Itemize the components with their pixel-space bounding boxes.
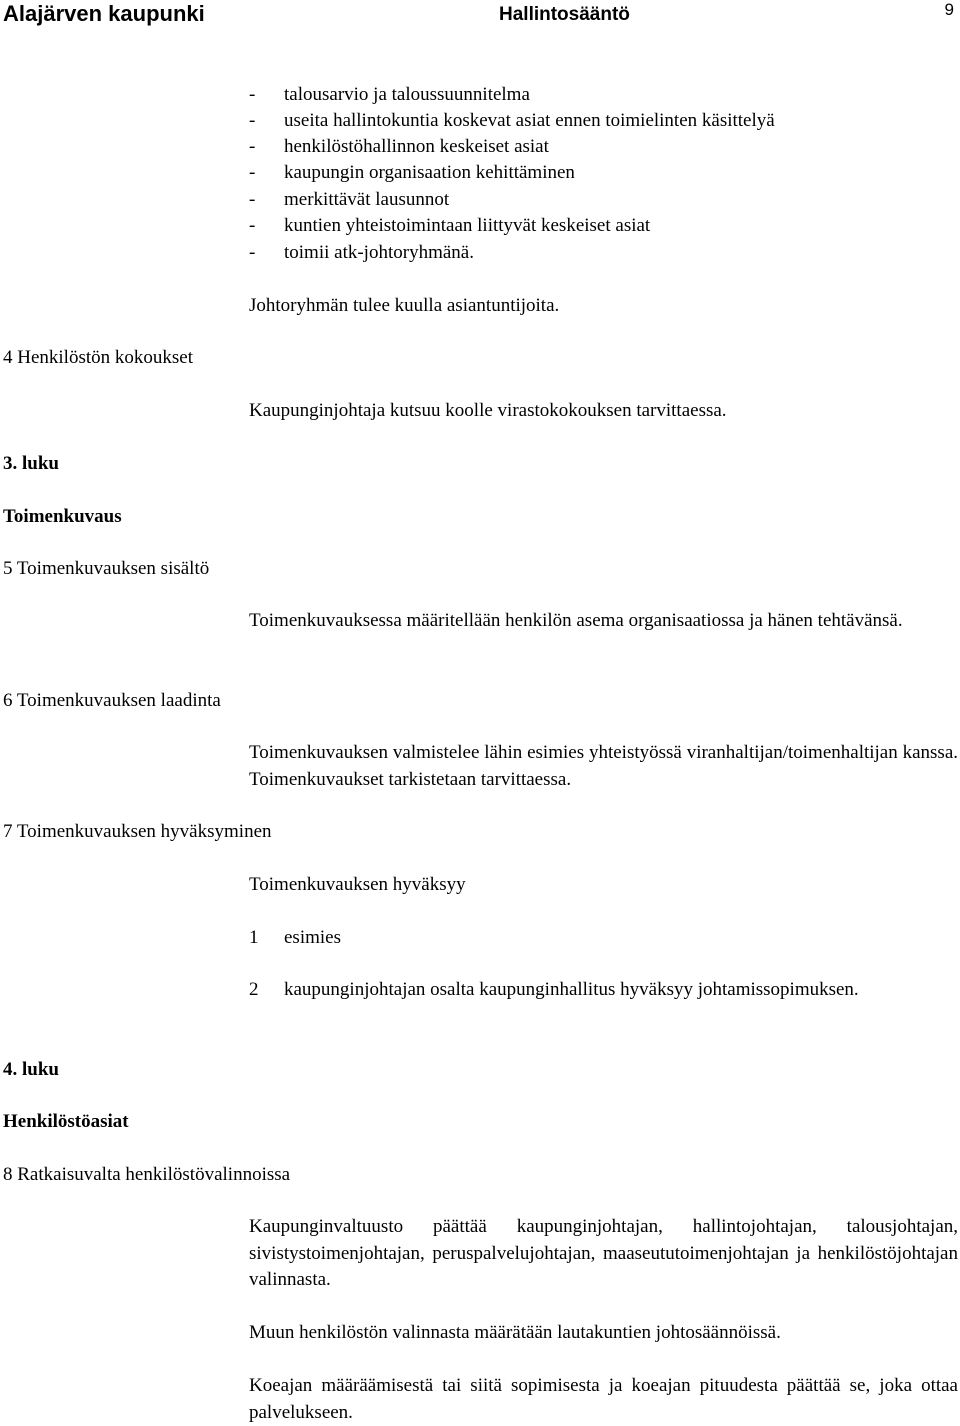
section-6-heading: 6 Toimenkuvauksen laadinta [3, 690, 221, 711]
item-number: 2 [249, 979, 259, 1000]
section-4-heading: 4 Henkilöstön kokoukset [3, 347, 193, 368]
page-header [0, 0, 960, 30]
header-org: Alajärven kaupunki [3, 1, 205, 26]
dash: - [249, 162, 256, 183]
dash: - [249, 136, 256, 157]
tasks-note: Johtoryhmän tulee kuulla asiantuntijoita. [249, 295, 560, 316]
dash: - [249, 215, 256, 236]
chapter-4-label: 4. luku [3, 1059, 59, 1080]
section-5-heading: 5 Toimenkuvauksen sisältö [3, 558, 210, 579]
list-item-text: useita hallintokuntia koskevat asiat ennen toimielinten käsittelyä [284, 110, 775, 131]
section-8-paragraph-1: Kaupunginvaltuusto päättää kaupunginjohtajan, hallintojohtajan, talousjohtajan, sivistystoimenjohtajan, peruspalvelujohtajan, maaseututoimenjohtajan ja henkilöstöjohtajan valinnasta. [249, 1216, 958, 1290]
list-item-text: talousarvio ja taloussuunnitelma [284, 84, 530, 105]
dash: - [249, 84, 256, 105]
list-item-text: merkittävät lausunnot [284, 189, 450, 210]
dash: - [249, 242, 256, 263]
header-doc-title: Hallintosääntö [499, 4, 630, 25]
section-4-text: Kaupunginjohtaja kutsuu koolle virastokokouksen tarvittaessa. [249, 400, 727, 421]
list-item-text: kaupungin organisaation kehittäminen [284, 162, 575, 183]
chapter-4-title: Henkilöstöasiat [3, 1111, 129, 1132]
dash: - [249, 110, 256, 131]
section-5-text: Toimenkuvauksessa määritellään henkilön asema organisaatiossa ja hänen tehtävänsä. [249, 610, 903, 631]
page-number: 9 [944, 0, 954, 19]
list-item-text: kuntien yhteistoimintaan liittyvät keskeiset asiat [284, 215, 651, 236]
section-7-heading: 7 Toimenkuvauksen hyväksyminen [3, 821, 272, 842]
chapter-3-label: 3. luku [3, 453, 59, 474]
section-8-paragraph-2: Muun henkilöstön valinnasta määrätään lautakuntien johtosäännöissä. [249, 1322, 781, 1343]
dash: - [249, 189, 256, 210]
section-8-heading: 8 Ratkaisuvalta henkilöstövalinnoissa [3, 1164, 291, 1185]
item-text: kaupunginjohtajan osalta kaupunginhallitus hyväksyy johtamissopimuksen. [284, 979, 859, 1000]
item-text: esimies [284, 927, 341, 948]
list-item-text: henkilöstöhallinnon keskeiset asiat [284, 136, 549, 157]
section-8-paragraph-3: Koeajan määräämisestä tai siitä sopimisesta ja koeajan pituudesta päättää se, joka ottaa palvelukseen. [249, 1375, 958, 1423]
section-6-text: Toimenkuvauksen valmistelee lähin esimies yhteistyössä viranhaltijan/toimenhaltijan kanssa. Toimenkuvaukset tarkistetaan tarvittaessa. [249, 742, 958, 790]
item-number: 1 [249, 927, 259, 948]
chapter-3-title: Toimenkuvaus [3, 506, 122, 527]
list-item-text: toimii atk-johtoryhmänä. [284, 242, 474, 263]
section-7-intro: Toimenkuvauksen hyväksyy [249, 874, 466, 895]
